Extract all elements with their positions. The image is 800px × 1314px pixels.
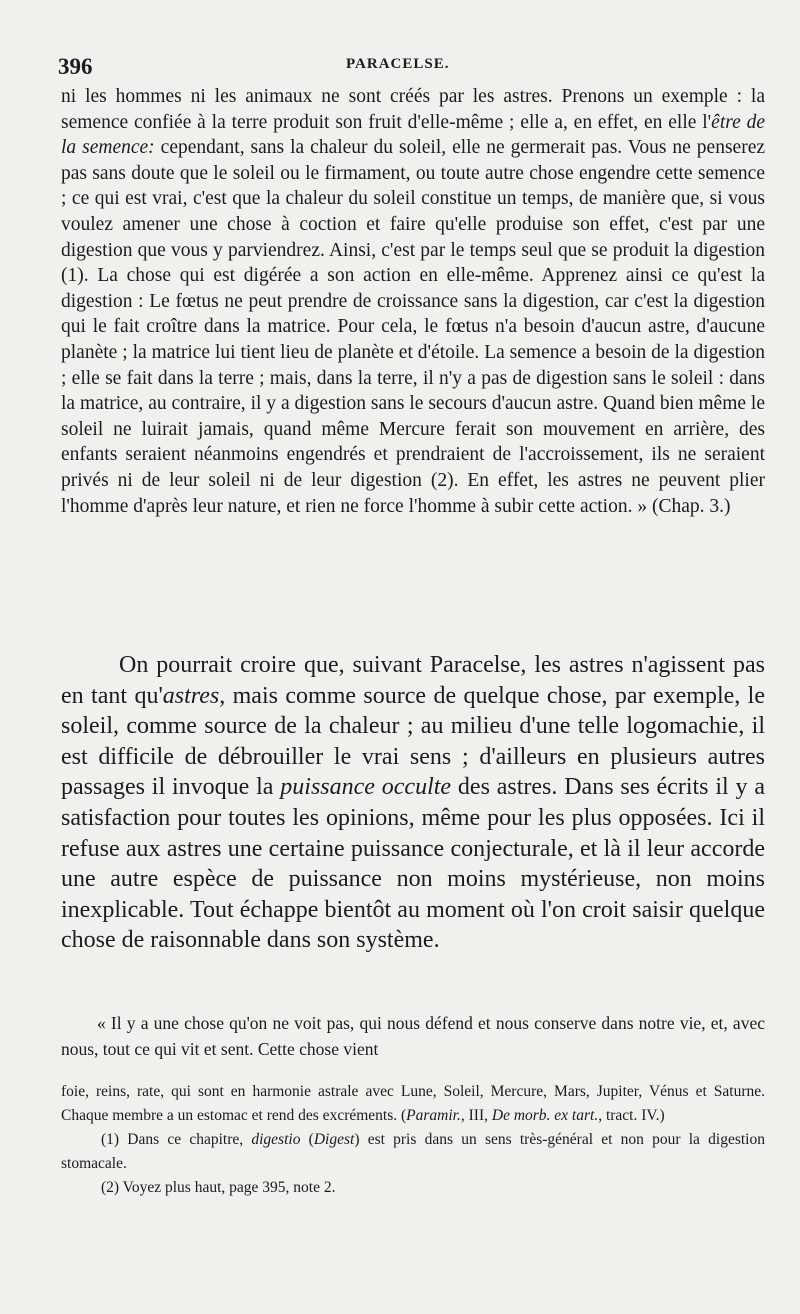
commentary-paragraph <box>61 650 765 956</box>
footnote-text-part: (1) Dans ce chapitre, <box>101 1131 252 1148</box>
footnotes <box>61 1080 765 1200</box>
footnote-text-part: foie, reins, rate, qui sont en harmonie astrale avec Lune, Soleil, Mercure, Mars, Jupiter, Vénus et Saturne. Chaque membre a un estomac et rend des excréments. ( <box>61 1083 765 1124</box>
commentary-italic-term: puissance occulte <box>280 774 452 801</box>
running-title: PARACELSE. <box>346 56 450 72</box>
commentary-italic-term: astres <box>162 682 220 709</box>
footnote-text-part: , III, <box>460 1107 492 1124</box>
footnote-text-part: ( <box>300 1131 314 1148</box>
footnote-2: (2) Voyez plus haut, page 395, note 2. <box>101 1179 336 1196</box>
footnote-italic: digestio <box>251 1131 301 1148</box>
commentary-text-part: , mais comme source de quelque chose, par exemple, le soleil, comme source de la chaleur ; au milieu d'une telle logomachie, il est difficile de débrouiller le vrai sens ; d'ailleurs en plusieurs autres passages il invoque la <box>61 682 765 801</box>
page-number: 396 <box>58 54 93 79</box>
quote-paragraph <box>61 84 765 519</box>
commentary-text-part: On pourrait croire que, suivant Paracelse, les astres n'agissent pas en tant qu' <box>61 652 765 709</box>
quote-text-part: ni les hommes ni les animaux ne sont créés par les astres. Prenons un exemple : la semence confiée à la terre produit son fruit d'elle-même ; elle a, en effet, en elle l' <box>61 86 765 133</box>
quote-continuation <box>61 84 765 519</box>
main-paragraph <box>61 650 765 956</box>
footnote-text-part: ) est pris dans un sens très-général et non pour la digestion stomacale. <box>61 1131 765 1172</box>
page-header <box>58 54 760 84</box>
footnote-continuation <box>61 1080 765 1128</box>
quote-italic-term: être de la semence: <box>61 111 766 159</box>
footnote-1 <box>61 1128 765 1176</box>
footnote-italic: De morb. ex tart. <box>491 1107 599 1124</box>
quote-text-part: cependant, sans la chaleur du soleil, elle ne germerait pas. Vous ne penserez pas sans doute que le soleil ou le firmament, ou toute autre chose engendre cette semence ; ce qui est vrai, c'est que la chaleur du soleil constitue un temps, de manière que, si vous voulez amener une chose à coction et faire qu'elle produise son effet, c'est par une digestion que vous y parviendrez. Ainsi, c'est par le temps seul que se produit la digestion (1). La chose qui est digérée a son action en elle-même. Apprenez ainsi ce qu'est la digestion : Le fœtus ne peut prendre de croissance sans la digestion, car c'est la digestion qui le fait croître dans la matrice. Pour cela, le fœtus n'a besoin d'aucun astre, d'aucune planète ; la matrice lui tient lieu de planète et d'étoile. La semence a besoin de la digestion ; elle se fait dans la terre ; mais, dans la terre, il n'y a pas de digestion sans le soleil : dans la matrice, au contraire, il y a digestion sans le secours d'aucun astre. Quand bien même le soleil ne luirait jamais, quand même Mercure ferait son mouvement en arrière, des enfants seraient néanmoins engendrés et prendraient de l'accroissement, ils ne seraient privés ni de leur soleil ni de leur digestion (2). En effet, les astres ne peuvent plier l'homme d'après leur nature, et rien ne force l'homme à subir cette action. » (Chap. 3.) <box>61 137 766 517</box>
commentary-text-part: des astres. Dans ses écrits il y a satisfaction pour toutes les opinions, même pour les plus opposées. Ici il refuse aux astres une certaine puissance conjecturale, et là il leur accorde une autre espèce de puissance non moins mystérieuse, non moins inexplicable. Tout échappe bientôt au moment où l'on croit saisir quelque chose de raisonnable dans son système. <box>61 774 765 954</box>
second-quote-paragraph: « Il y a une chose qu'on ne voit pas, qui nous défend et nous conserve dans notre vie, et, avec nous, tout ce qui vit et sent. Cette chose vient <box>61 1013 765 1059</box>
footnote-italic: Digest <box>313 1131 355 1148</box>
footnote-italic: Paramir. <box>406 1107 461 1124</box>
second-quote <box>61 1010 765 1062</box>
footnote-text-part: , tract. IV.) <box>598 1107 665 1124</box>
